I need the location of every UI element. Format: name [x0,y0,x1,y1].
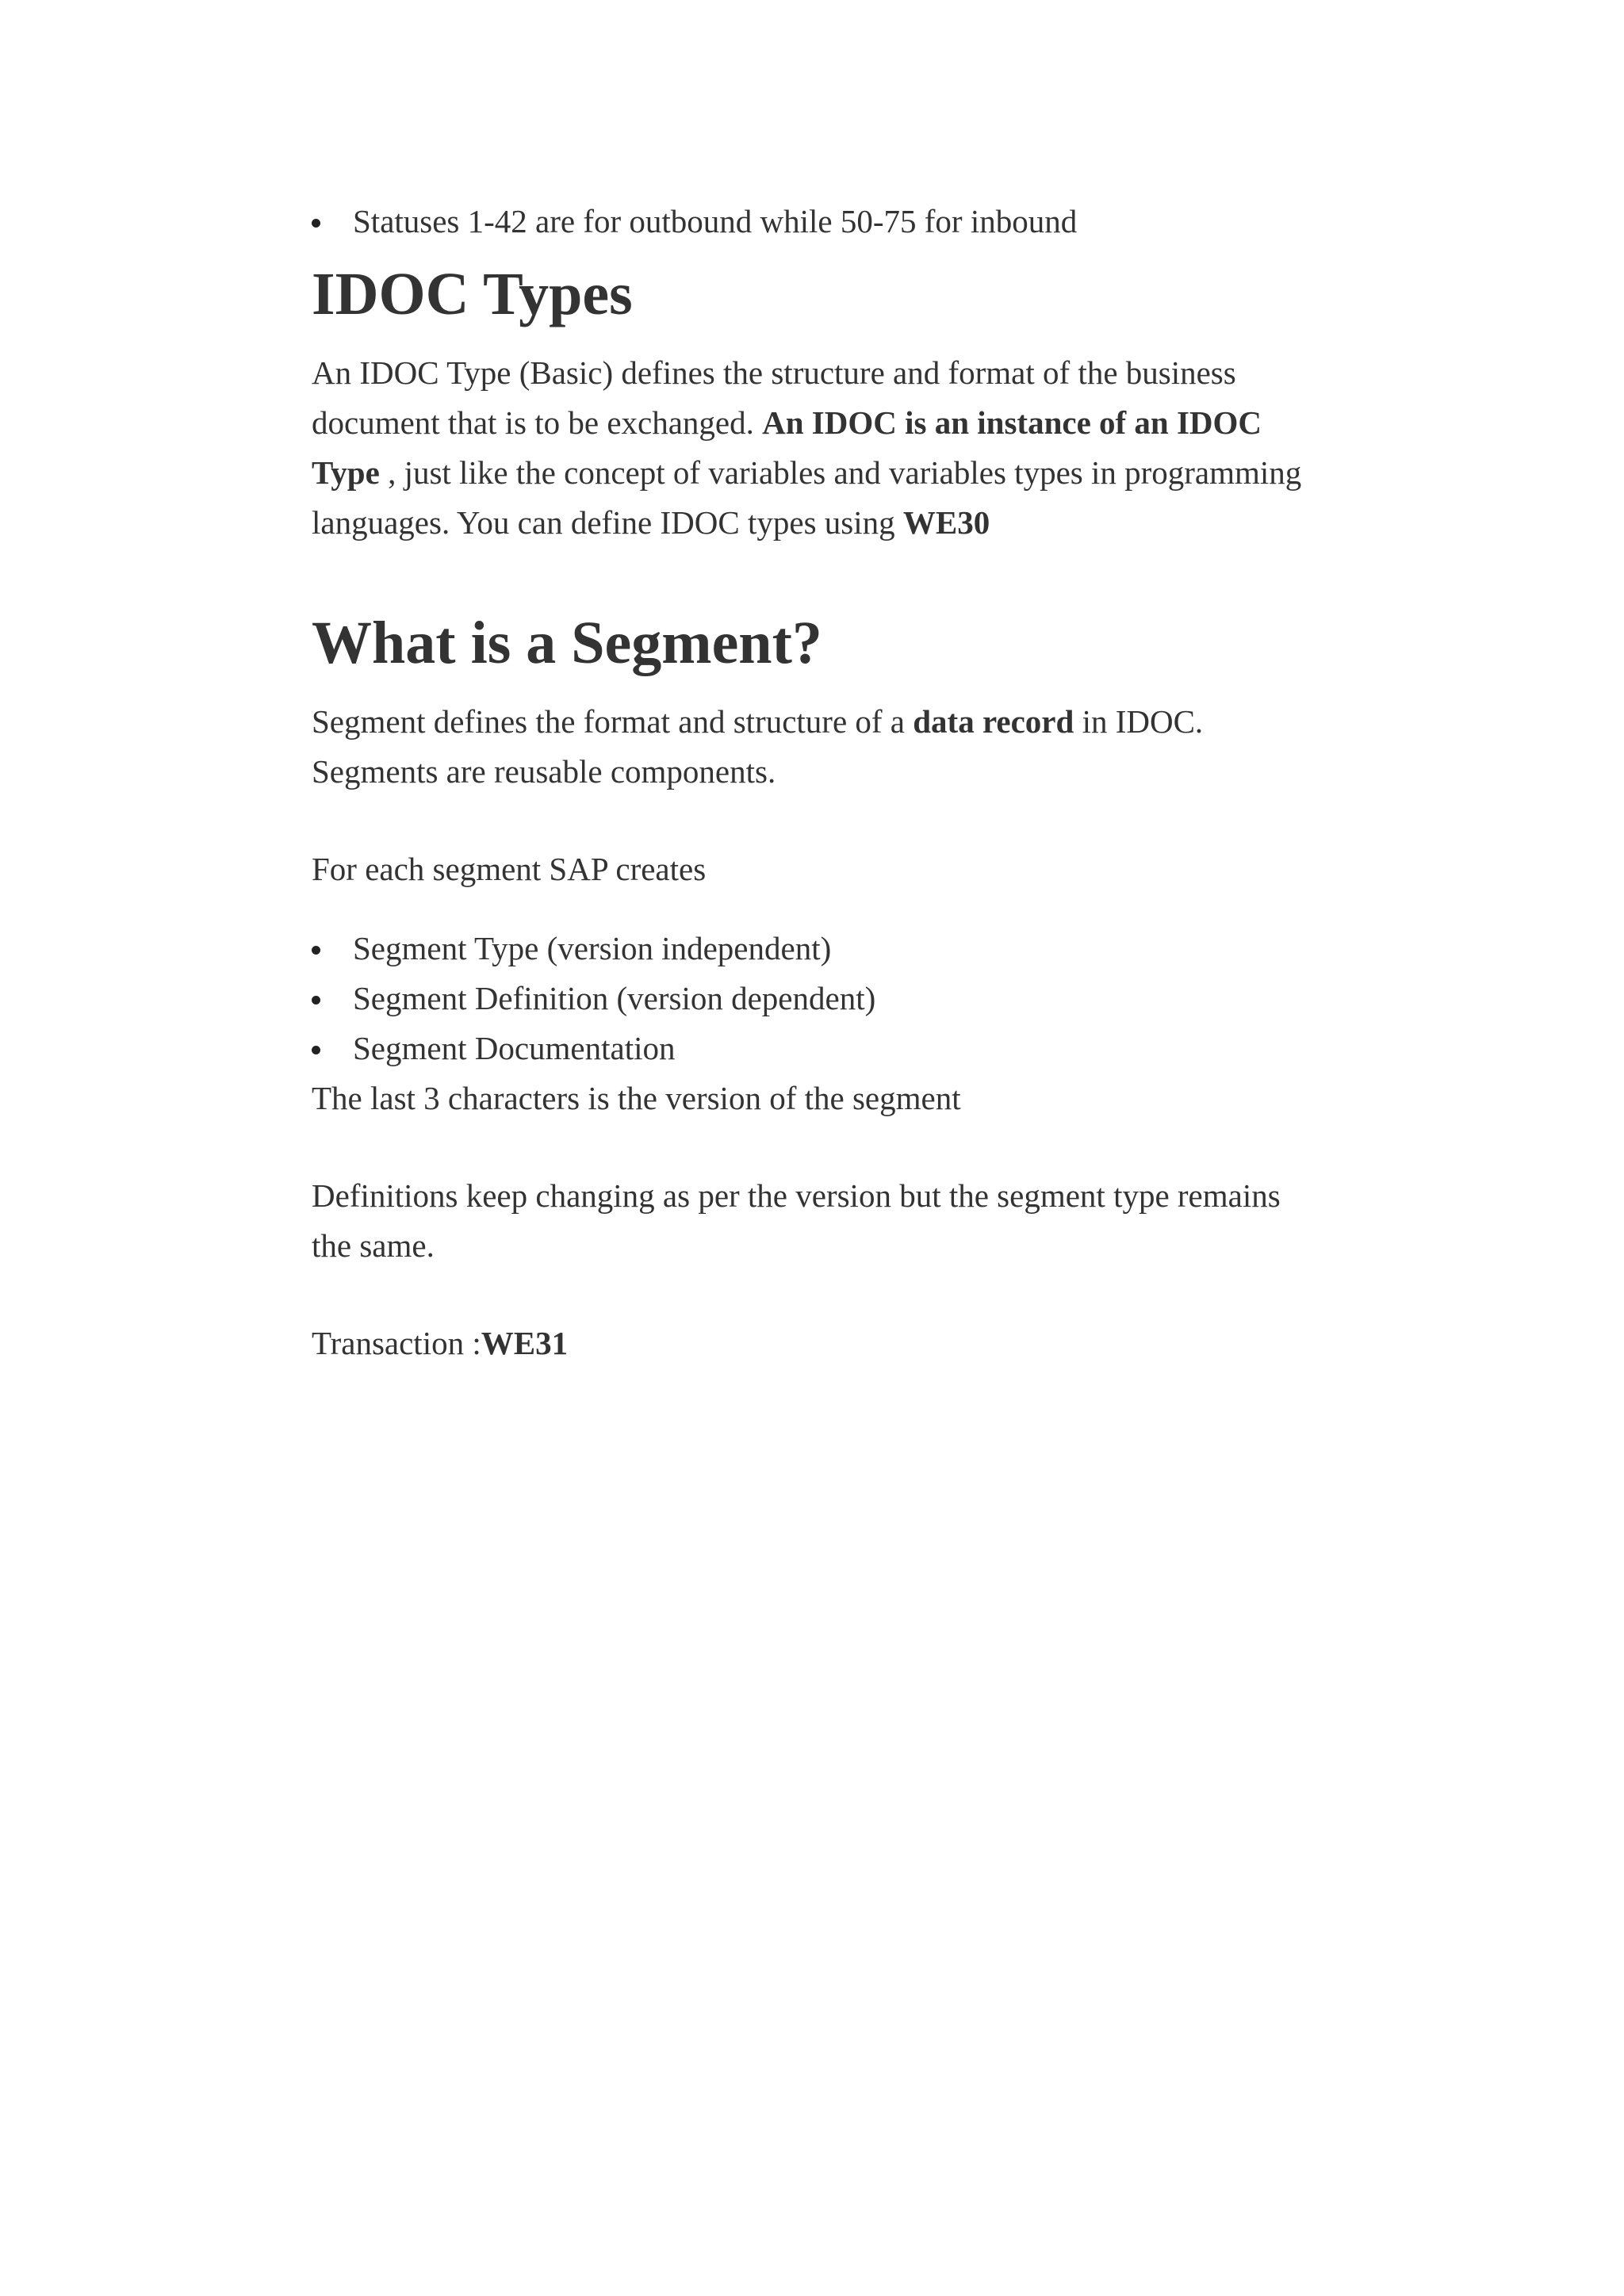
text: in IDOC. [1074,703,1204,740]
creates-line: For each segment SAP creates [312,851,707,887]
segment-paragraph [312,697,1406,797]
bold-text: data record [913,703,1074,740]
list-item-text: Segment Type (version independent) [353,930,832,966]
text: Segments are reusable components. [312,753,776,790]
paragraph-line [312,498,1406,548]
transaction-code: WE31 [481,1325,569,1361]
list-item [312,197,1406,247]
paragraph-line [312,348,1406,398]
list-item [312,1024,1406,1073]
text: languages. You can define IDOC types using [312,504,903,541]
paragraph-line [312,697,1406,747]
list-item [312,974,1406,1024]
bullet-icon [312,996,320,1004]
bullet-icon [312,1046,320,1054]
text: , just like the concept of variables and variables types in programming [379,454,1302,491]
definitions-paragraph [312,1171,1406,1271]
text: An IDOC Type (Basic) defines the structure and format of the business [312,354,1236,391]
bold-text: An IDOC is an instance of an IDOC [762,404,1262,441]
intro-bullet-list [312,197,1406,247]
paragraph-line: the same. [312,1227,435,1264]
paragraph-line: Definitions keep changing as per the version but the segment type remains [312,1177,1281,1214]
paragraph-line [312,448,1406,498]
list-item-text: Statuses 1-42 are for outbound while 50-75 for inbound [353,203,1078,239]
bold-text: Type [312,454,380,491]
transaction-line [312,1318,1406,1368]
text: Segment defines the format and structure of a [312,703,914,740]
bullet-icon [312,219,320,228]
paragraph-line [312,398,1406,448]
paragraph-line [312,747,1406,797]
transaction-label: Transaction : [312,1325,481,1361]
version-line: The last 3 characters is the version of the segment [312,1080,961,1116]
list-item [312,924,1406,974]
heading-what-is-segment: What is a Segment? [312,610,822,676]
heading-idoc-types: IDOC Types [312,261,633,327]
idoc-types-paragraph [312,348,1406,548]
list-item-text: Segment Documentation [353,1030,676,1066]
text: document that is to be exchanged. [312,404,763,441]
document-page [312,197,1406,1368]
bullet-icon [312,946,320,955]
segment-bullet-list [312,924,1406,1073]
list-item-text: Segment Definition (version dependent) [353,980,876,1016]
transaction-code: WE30 [902,504,990,541]
